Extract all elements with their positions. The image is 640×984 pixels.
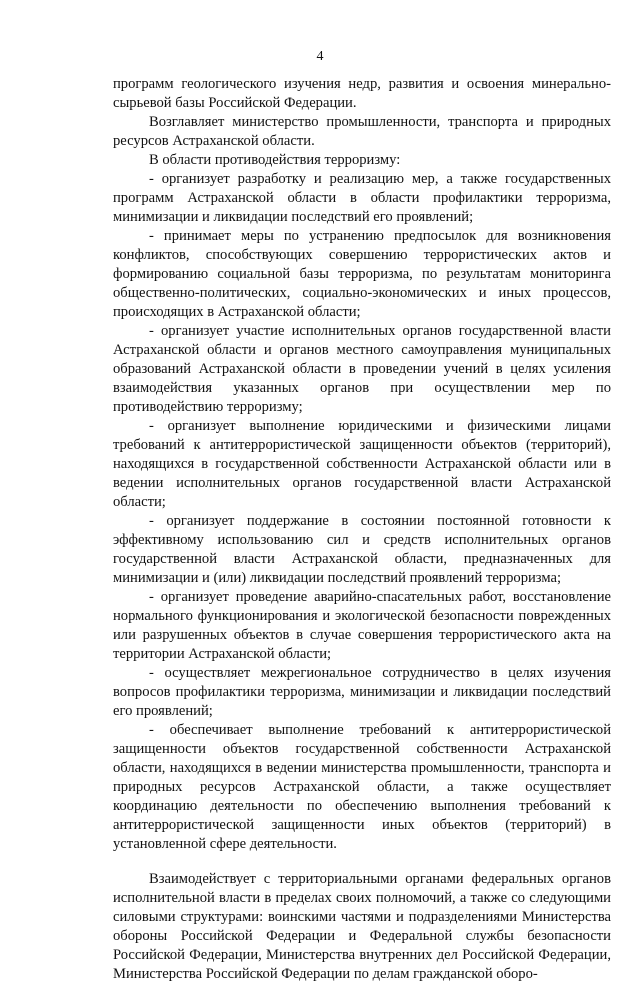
list-item-protection: - обеспечивает выполнение требований к антитеррористической защищенности объектов государственной собственности Астраханской области, находящихся в ведении министерства промышленности, транспорта и природных ресурсов Астраханской области, а также осуществляет координацию деятельности по обеспечению выполнения требований к антитеррористической защищенности иных объектов (территорий) в установленной сфере деятельности.: [113, 722, 611, 852]
paragraph-interaction: Взаимодействует с территориальными органами федеральных органов исполнительной власти в пределах своих полномочий, а также со следующими силовыми структурами: воинскими частями и подразделениями Министерства обороны Российской Федерации и Федеральной службы безопасности Российской Федерации, Министерства внутренних дел Российской Федерации, Министерства Российской Федерации по делам гражданской оборо-: [113, 871, 611, 982]
paragraph-heads-ministry: Возглавляет министерство промышленности, транспорта и природных ресурсов Астраханской области.: [113, 114, 611, 149]
list-item-readiness: - организует поддержание в состоянии постоянной готовности к эффективному использованию сил и средств исполнительных органов государственной власти Астраханской области, предназначенных для минимизации и (или) ликвидации последствий проявлений терроризма;: [113, 513, 611, 586]
page-number: 4: [316, 49, 324, 64]
paragraph-terrorism-heading: В области противодействия терроризму:: [149, 152, 401, 168]
list-item-preconditions: - принимает меры по устранению предпосылок для возникновения конфликтов, способствующих совершению террористических актов и формированию социальной базы терроризма, по результатам мониторинга общественно-политических, социально-экономических и иных процессов, происходящих в Астраханской области;: [113, 228, 611, 320]
paragraph-continuation: программ геологического изучения недр, развития и освоения минерально-сырьевой базы Российской Федерации.: [113, 76, 611, 111]
list-item-requirements: - организует выполнение юридическими и физическими лицами требований к антитеррористической защищенности объектов (территорий), находящихся в государственной собственности Астраханской области или в ведении исполнительных органов государственной власти Астраханской области;: [113, 418, 611, 510]
list-item-exercises: - организует участие исполнительных органов государственной власти Астраханской области и органов местного самоуправления муниципальных образований Астраханской области в проведении учений в целях усиления взаимодействия указанных органов при осуществлении мер по противодействию терроризму;: [113, 323, 611, 415]
document-body: [113, 75, 611, 984]
list-item-cooperation: - осуществляет межрегиональное сотрудничество в целях изучения вопросов профилактики терроризма, минимизации и ликвидации последствий его проявлений;: [113, 665, 611, 719]
list-item-rescue-works: - организует проведение аварийно-спасательных работ, восстановление нормального функционирования и экологической безопасности поврежденных или разрушенных объектов в случае совершения террористического акта на территории Астраханской области;: [113, 589, 611, 662]
list-item-programs: - организует разработку и реализацию мер, а также государственных программ Астраханской области в области профилактики терроризма, минимизации и ликвидации последствий его проявлений;: [113, 171, 611, 225]
